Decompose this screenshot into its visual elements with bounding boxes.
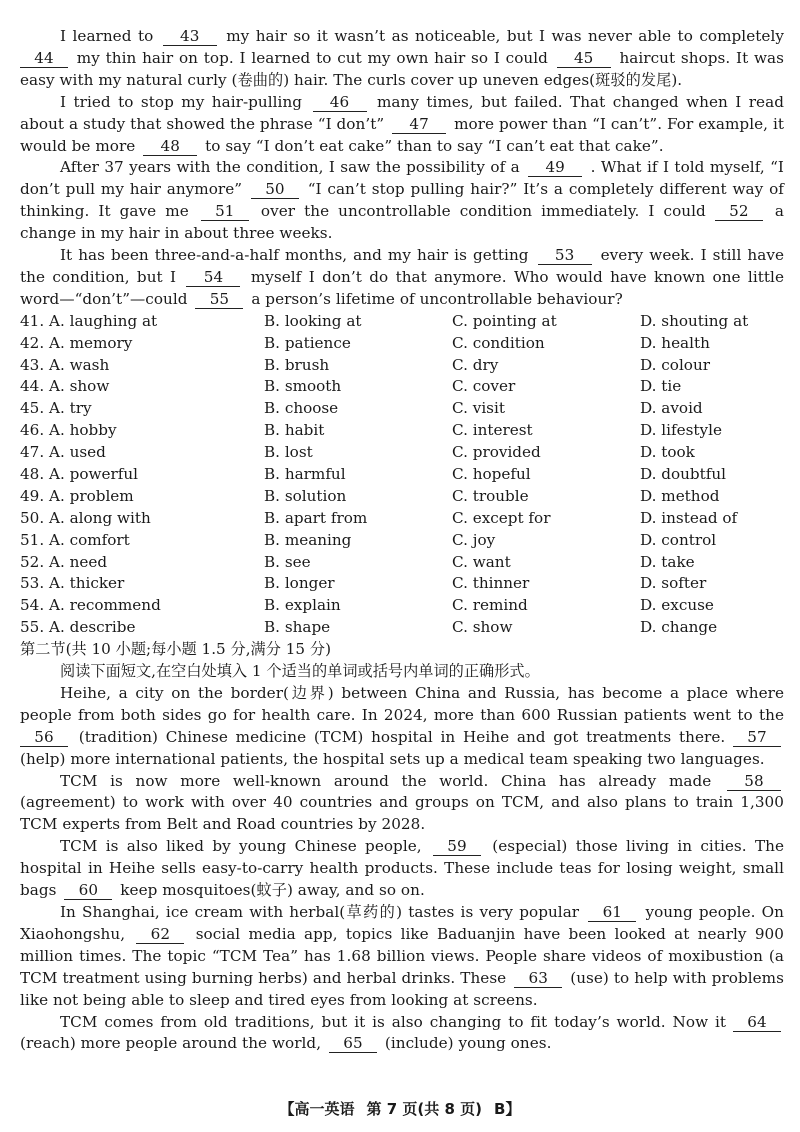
text: every week. I still have the condition, but I — [20, 246, 784, 286]
option-d: D. health — [640, 333, 710, 352]
option-a: 47. A. used — [20, 443, 106, 462]
option-row-46 — [20, 420, 784, 442]
cloze-paragraph-3 — [20, 157, 784, 245]
text: social media app, topics like Baduanjin have been looked at nearly 900 million times. The topic “TCM Tea” has 1.68 billion views. People share videos of moxibustion (a TCM treatment using burning herbs) and herbal drinks. These — [20, 924, 784, 987]
option-d: D. took — [640, 443, 695, 462]
option-d: D. change — [640, 618, 718, 637]
text: (tradition) Chinese medicine (TCM) hospital in Heihe and got treatments there. — [78, 727, 726, 746]
blank-51: 51 — [201, 203, 249, 221]
text: over the uncontrollable condition immediately. I could — [260, 202, 706, 221]
text: TCM is now more well-known around the world. China has already made — [60, 771, 712, 790]
option-row-54 — [20, 595, 784, 617]
option-c: C. interest — [452, 421, 533, 440]
option-row-49 — [20, 486, 784, 508]
option-d: D. take — [640, 552, 695, 571]
option-c: C. except for — [452, 508, 551, 527]
blank-59: 59 — [433, 838, 481, 856]
blank-65: 65 — [329, 1035, 377, 1053]
text: TCM is also liked by young Chinese people, — [60, 837, 422, 856]
blank-53: 53 — [538, 247, 592, 265]
blank-54: 54 — [186, 269, 240, 287]
option-c: C. hopeful — [452, 465, 531, 484]
option-row-45 — [20, 398, 784, 420]
text: many times, but failed. That changed when I read about a study that showed the phrase “I don’t” — [20, 92, 784, 133]
option-row-42 — [20, 333, 784, 355]
option-a: 52. A. need — [20, 552, 108, 571]
text: keep mosquitoes(蚊子) away, and so on. — [120, 881, 425, 900]
option-row-53 — [20, 573, 784, 595]
blank-60: 60 — [64, 882, 112, 900]
text: more power than “I can’t”. For example, it would be more — [20, 114, 785, 155]
options-table — [20, 311, 784, 639]
option-d: D. softer — [640, 574, 707, 593]
text: TCM comes from old traditions, but it is also changing to fit today’s world. Now it — [60, 1012, 727, 1031]
text: Heihe, a city on the border(边界) between China and Russia, has become a place where people from both sides go for health care. In 2024, more than 600 Russian patients went to the — [20, 683, 784, 724]
blank-43: 43 — [163, 28, 217, 46]
blank-52: 52 — [715, 203, 763, 221]
option-a: 46. A. hobby — [20, 421, 117, 440]
option-b: B. shape — [264, 618, 331, 637]
option-row-50 — [20, 508, 784, 530]
blank-49: 49 — [528, 159, 582, 177]
option-b: B. harmful — [264, 465, 346, 484]
grammar-paragraph-5 — [20, 1012, 784, 1056]
text: (especial) those living in cities. The hospital in Heihe sells easy-to-carry health products. These include teas for losing weight, small bags — [20, 837, 784, 900]
option-d: D. colour — [640, 355, 710, 374]
option-row-52 — [20, 552, 784, 574]
option-a: 51. A. comfort — [20, 530, 130, 549]
option-d: D. tie — [640, 377, 682, 396]
option-row-55 — [20, 617, 784, 639]
option-b: B. lost — [264, 443, 313, 462]
option-row-41 — [20, 311, 784, 333]
blank-63: 63 — [514, 970, 562, 988]
text: (help) more international patients, the hospital sets up a medical team speaking two languages. — [20, 749, 765, 768]
option-d: D. instead of — [640, 508, 738, 527]
option-a: 50. A. along with — [20, 508, 151, 527]
section-heading: 第二节(共 10 小题;每小题 1.5 分,满分 15 分) — [20, 640, 332, 659]
option-b: B. habit — [264, 421, 325, 440]
footer-page-number: 第 7 页(共 8 页) — [366, 1100, 483, 1118]
option-b: B. solution — [264, 486, 347, 505]
option-a: 43. A. wash — [20, 355, 110, 374]
text: myself I don’t do that anymore. Who would have known one little word—“don’t”—could — [20, 267, 784, 308]
option-a: 44. A. show — [20, 377, 110, 396]
blank-57: 57 — [733, 729, 781, 747]
text: It has been three-and-a-half months, and my hair is getting — [60, 246, 529, 265]
option-c: C. want — [452, 552, 511, 571]
footer-version: B】 — [494, 1100, 521, 1118]
grammar-paragraph-4 — [20, 902, 784, 1012]
option-row-51 — [20, 530, 784, 552]
option-a: 49. A. problem — [20, 486, 134, 505]
option-a: 54. A. recommend — [20, 596, 161, 615]
text: I tried to stop my hair-pulling — [60, 92, 303, 111]
option-a: 41. A. laughing at — [20, 311, 158, 330]
option-d: D. method — [640, 486, 720, 505]
option-b: B. meaning — [264, 530, 352, 549]
blank-44: 44 — [20, 50, 68, 68]
grammar-paragraph-3 — [20, 836, 784, 902]
exam-page — [20, 26, 784, 1055]
option-b: B. brush — [264, 355, 330, 374]
text: (include) young ones. — [384, 1034, 552, 1053]
text: young people. On Xiaohongshu, — [20, 903, 784, 943]
blank-46: 46 — [313, 94, 367, 112]
option-b: B. choose — [264, 399, 339, 418]
option-b: B. looking at — [264, 311, 362, 330]
text: a change in my hair in about three weeks. — [20, 202, 785, 243]
blank-62: 62 — [136, 926, 184, 944]
option-b: B. patience — [264, 333, 351, 352]
text: “I can’t stop pulling hair?” It’s a completely different way of thinking. It gave me — [20, 180, 784, 221]
option-b: B. explain — [264, 596, 341, 615]
cloze-paragraph-1 — [20, 26, 784, 92]
option-c: C. trouble — [452, 486, 529, 505]
option-d: D. lifestyle — [640, 421, 722, 440]
blank-50: 50 — [251, 181, 299, 199]
option-a: 55. A. describe — [20, 618, 136, 637]
option-a: 53. A. thicker — [20, 574, 125, 593]
blank-61: 61 — [588, 904, 636, 922]
text: (agreement) to work with over 40 countries and groups on TCM, and also plans to train 1,300 TCM experts from Belt and Road countries by 2028. — [20, 793, 784, 834]
text: haircut shops. It was easy with my natural curly (卷曲的) hair. The curls cover up uneven edges(斑驳的发尾). — [20, 48, 784, 89]
text: In Shanghai, ice cream with herbal(草药的) tastes is very popular — [60, 903, 580, 922]
footer-subject: 【高一英语 — [279, 1100, 355, 1118]
grammar-paragraph-1 — [20, 683, 784, 771]
blank-55: 55 — [195, 291, 243, 309]
option-d: D. shouting at — [640, 311, 749, 330]
option-c: C. visit — [452, 399, 505, 418]
section-instruction: 阅读下面短文,在空白处填入 1 个适当的单词或括号内单词的正确形式。 — [60, 662, 540, 681]
text: to say “I don’t eat cake” than to say “I can’t eat that cake”. — [205, 136, 664, 155]
option-b: B. apart from — [264, 508, 368, 527]
option-d: D. control — [640, 530, 717, 549]
option-b: B. see — [264, 552, 311, 571]
text: my hair so it wasn’t as noticeable, but I was never able to completely — [226, 27, 784, 45]
option-c: C. remind — [452, 596, 528, 615]
text: After 37 years with the condition, I saw the possibility of a — [60, 158, 520, 177]
option-a: 42. A. memory — [20, 333, 133, 352]
option-b: B. smooth — [264, 377, 342, 396]
option-d: D. avoid — [640, 399, 703, 418]
blank-56: 56 — [20, 729, 68, 747]
text: I learned to — [60, 27, 154, 45]
text: . What if I told myself, “I don’t pull my hair anymore” — [20, 158, 784, 199]
option-row-44 — [20, 376, 784, 398]
option-row-47 — [20, 442, 784, 464]
option-c: C. cover — [452, 377, 516, 396]
text: (use) to help with problems like not being able to sleep and tired eyes from looking at screens. — [20, 968, 784, 1009]
option-a: 45. A. try — [20, 399, 92, 418]
option-b: B. longer — [264, 574, 335, 593]
page-footer — [0, 1098, 800, 1119]
blank-58: 58 — [727, 773, 781, 791]
option-c: C. thinner — [452, 574, 530, 593]
blank-45: 45 — [557, 50, 611, 68]
option-c: C. provided — [452, 443, 541, 462]
text: my thin hair on top. I learned to cut my own hair so I could — [76, 48, 548, 67]
option-row-48 — [20, 464, 784, 486]
text: (reach) more people around the world, — [20, 1034, 322, 1053]
cloze-paragraph-2 — [20, 92, 784, 158]
grammar-paragraph-2 — [20, 771, 784, 837]
option-c: C. dry — [452, 355, 499, 374]
cloze-paragraph-4 — [20, 245, 784, 311]
option-c: C. condition — [452, 333, 545, 352]
option-row-43 — [20, 355, 784, 377]
blank-64: 64 — [733, 1014, 781, 1032]
option-c: C. joy — [452, 530, 496, 549]
option-d: D. doubtful — [640, 465, 727, 484]
option-c: C. pointing at — [452, 311, 557, 330]
text: a person’s lifetime of uncontrollable behaviour? — [251, 289, 623, 308]
option-d: D. excuse — [640, 596, 714, 615]
blank-47: 47 — [392, 116, 446, 134]
blank-48: 48 — [143, 138, 197, 156]
option-a: 48. A. powerful — [20, 465, 138, 484]
option-c: C. show — [452, 618, 513, 637]
